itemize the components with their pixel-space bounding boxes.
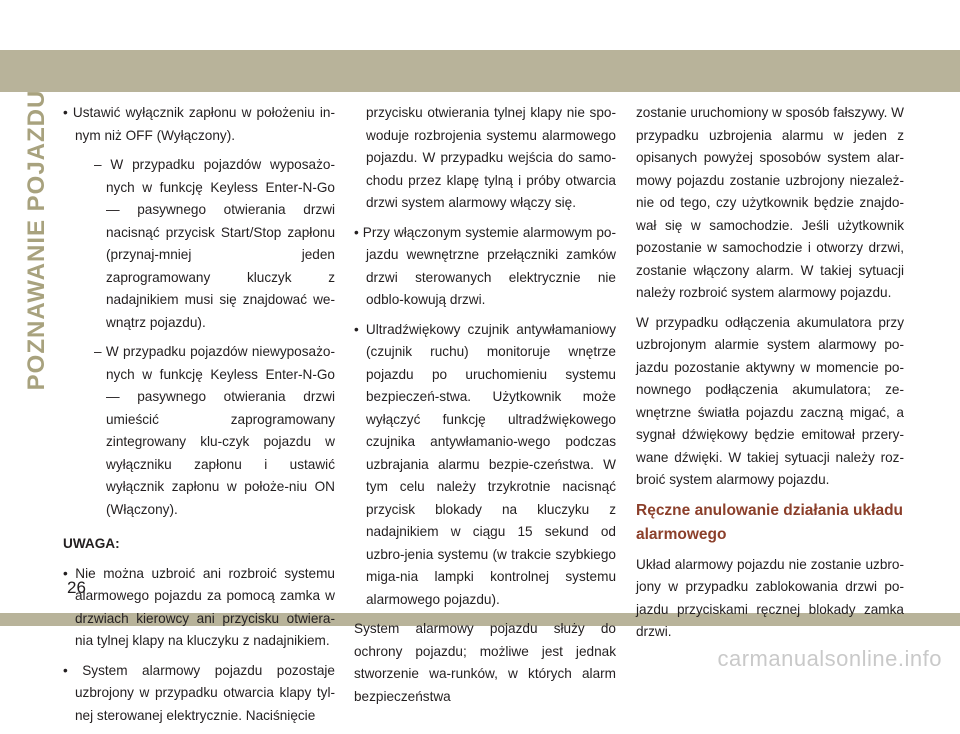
column-2 <box>354 102 616 715</box>
note-heading: UWAGA: <box>63 536 120 551</box>
dash-keyless-equipped: – W przypadku pojazdów wyposażo-nych w funkcję Keyless Enter-N-Go — pasywnego otwierania drzwi nacisnąć przycisk Start/Stop zapłonu (przynaj-mniej jeden zaprogramowany kluczyk z nadajnikiem musi się znajdować we-wnątrz pojazdu). <box>94 157 335 330</box>
bullet-inner-switches: • Przy włączonym systemie alarmowym po-jazdu wewnętrzne przełączniki zamków drzwi sterowanych elektrycznie nie odblo-kowują drzwi. <box>354 224 616 307</box>
column-1 <box>63 102 335 734</box>
column-3 <box>636 102 904 651</box>
bullet-no-arm-by-lock: • Nie można uzbroić ani rozbroić systemu alarmowego pojazdu za pomocą zamka w drzwiach kierowcy ani przycisku otwiera-nia tylnej klapy na kluczyku z nadajnikiem. <box>63 565 335 648</box>
dash-keyless-not-equipped: – W przypadku pojazdów niewyposażo-nych w funkcję Keyless Enter-N-Go — pasywnego otwierania drzwi umieścić zaprogramowany zintegrowany klu-czyk pojazdu w wyłączniku zapłonu i ustawić wyłącznik zapłonu w położe-niu ON (Włączony). <box>94 344 335 517</box>
side-title-text: POZNAWANIE POJAZDU <box>23 89 50 391</box>
section-side-title <box>22 89 52 391</box>
section-heading-manual-override: Ręczne anulowanie działania układu alarmowego <box>636 501 904 543</box>
paragraph-manual-override: Układ alarmowy pojazdu nie zostanie uzbro-jony w przypadku zablokowania drzwi po-jazdu przyciskami ręcznej blokady zamka drzwi. <box>636 556 904 639</box>
page-number: 26 <box>67 578 86 597</box>
watermark: carmanualsonline.info <box>717 646 942 671</box>
paragraph-false-trigger: zostanie uruchomiony w sposób fałszywy. W przypadku uzbrojenia alarmu w jeden z opisanych powyżej sposobów system alar-mowy pojazdu zostanie uzbrojony niezależ-nie od tego, czy użytkownik będzie znajdo-wał się w samochodzie. Jeśli użytkownik pozostanie w samochodzie i otworzy drzwi, zostanie włączony alarm. W takiej sytuacji należy rozbroić system alarmowy pojazdu. <box>636 105 904 300</box>
bullet-ultrasonic-sensor: • Ultradźwiękowy czujnik antywłamaniowy (czujnik ruchu) monitoruje wnętrze pojazdu po uruchomieniu systemu bezpieczeń-stwa. Użytkownik może wyłączyć funkcję ultradźwiękowego czujnika antywłamanio-wego podczas uzbrajania alarmu bezpie-czeństwa. W tym celu należy trzykrotnie nacisnąć przycisk blokady na kluczyku z nadajnikiem w ciągu 15 sekund od uzbro-jenia systemu (w trakcie szybkiego miga-nia lampki kontrolnej systemu alarmowego pojazdu). <box>354 321 616 607</box>
liftgate-continued: przycisku otwierania tylnej klapy nie spo-woduje rozbrojenia systemu alarmowego pojazdu. W przypadku wejścia do samo-chodu przez klapę tylną i próby otwarcia drzwi system alarmowy włączy się. <box>366 105 616 210</box>
paragraph-battery: W przypadku odłączenia akumulatora przy uzbrojonym alarmie system alarmowy po-jazdu pozostanie aktywny w momencie po-nownego podłączenia akumulatora; ze-wnętrzne światła pojazdu zaczną migać, a sygnał dźwiękowy będzie emitował przery-wane dźwięki. W takiej sytuacji należy roz-broić system alarmowy pojazdu. <box>636 314 904 487</box>
bullet-ignition: • Ustawić wyłącznik zapłonu w położeniu in-nym niż OFF (Wyłączony). <box>63 105 335 143</box>
header-band <box>0 50 960 92</box>
paragraph-false-alarm: System alarmowy pojazdu służy do ochrony pojazdu; możliwe jest jednak stworzenie wa-runków, w których alarm bezpieczeństwa <box>354 621 616 704</box>
bullet-liftgate: • System alarmowy pojazdu pozostaje uzbrojony w przypadku otwarcia klapy tyl-nej sterowanej elektrycznie. Naciśnięcie <box>63 662 335 723</box>
